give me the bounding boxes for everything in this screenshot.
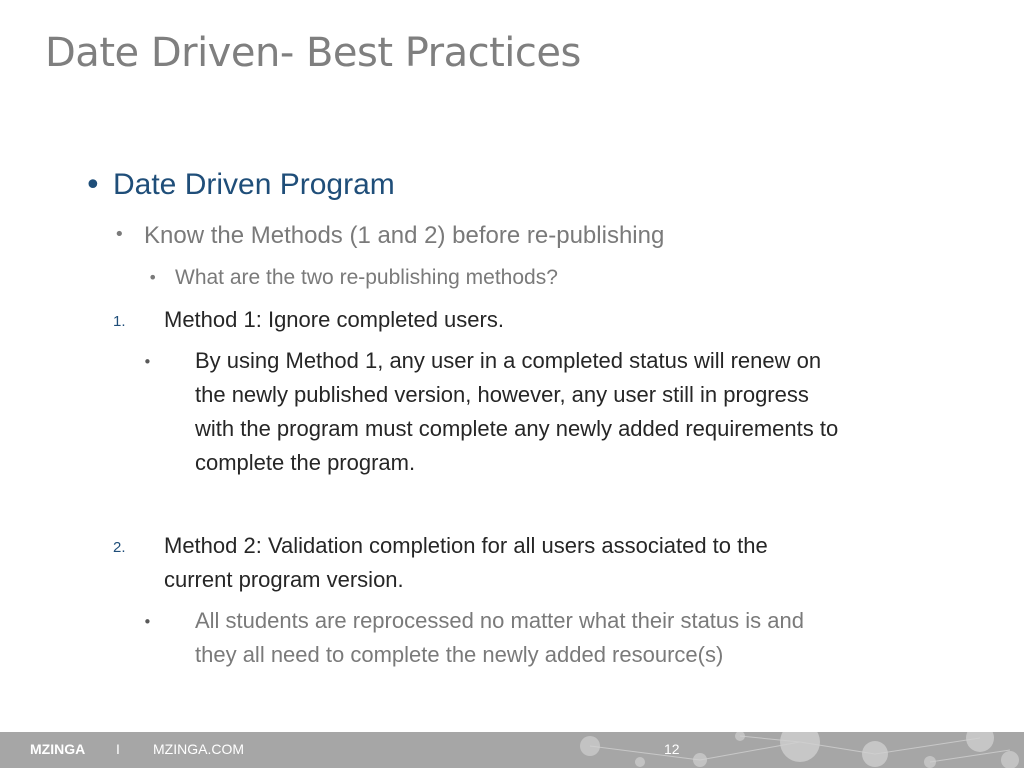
method2-heading bbox=[164, 529, 954, 597]
method2-detail-bullet: • bbox=[143, 613, 152, 631]
method2-number: 2. bbox=[113, 539, 126, 556]
level1-heading: Date Driven Program bbox=[113, 168, 395, 201]
method1-detail-line: with the program must complete any newly added requirements to bbox=[195, 416, 839, 441]
method2-heading-line: current program version. bbox=[164, 567, 404, 592]
slide-title: Date Driven- Best Practices bbox=[45, 30, 581, 76]
level3-bullet: • bbox=[148, 268, 158, 287]
method1-detail-bullet: • bbox=[143, 353, 152, 371]
method2-detail bbox=[195, 604, 985, 672]
method1-detail-line: By using Method 1, any user in a completed status will renew on bbox=[195, 348, 822, 373]
footer-website-link[interactable]: MZINGA.COM bbox=[153, 741, 244, 757]
level1-bullet: • bbox=[84, 168, 102, 203]
method1-heading-line: Method 1: Ignore completed users. bbox=[164, 307, 504, 332]
level2-text: Know the Methods (1 and 2) before re-publishing bbox=[144, 222, 665, 249]
method1-detail-line: complete the program. bbox=[195, 450, 416, 475]
method1-number: 1. bbox=[113, 313, 126, 330]
method1-heading bbox=[164, 303, 954, 337]
footer-brand: MZINGA bbox=[30, 741, 86, 757]
method2-detail-line: they all need to complete the newly added resource(s) bbox=[195, 642, 724, 667]
page-number: 12 bbox=[664, 741, 680, 757]
level2-bullet: • bbox=[114, 224, 125, 245]
method2-heading-line: Method 2: Validation completion for all users associated to the bbox=[164, 533, 768, 558]
method2-detail-line: All students are reprocessed no matter what their status is and bbox=[195, 608, 804, 633]
level3-question: What are the two re-publishing methods? bbox=[175, 266, 558, 289]
slide-footer bbox=[0, 732, 1024, 768]
method1-detail bbox=[195, 344, 985, 480]
footer-separator: I bbox=[116, 741, 120, 757]
method1-detail-line: the newly published version, however, any user still in progress bbox=[195, 382, 809, 407]
